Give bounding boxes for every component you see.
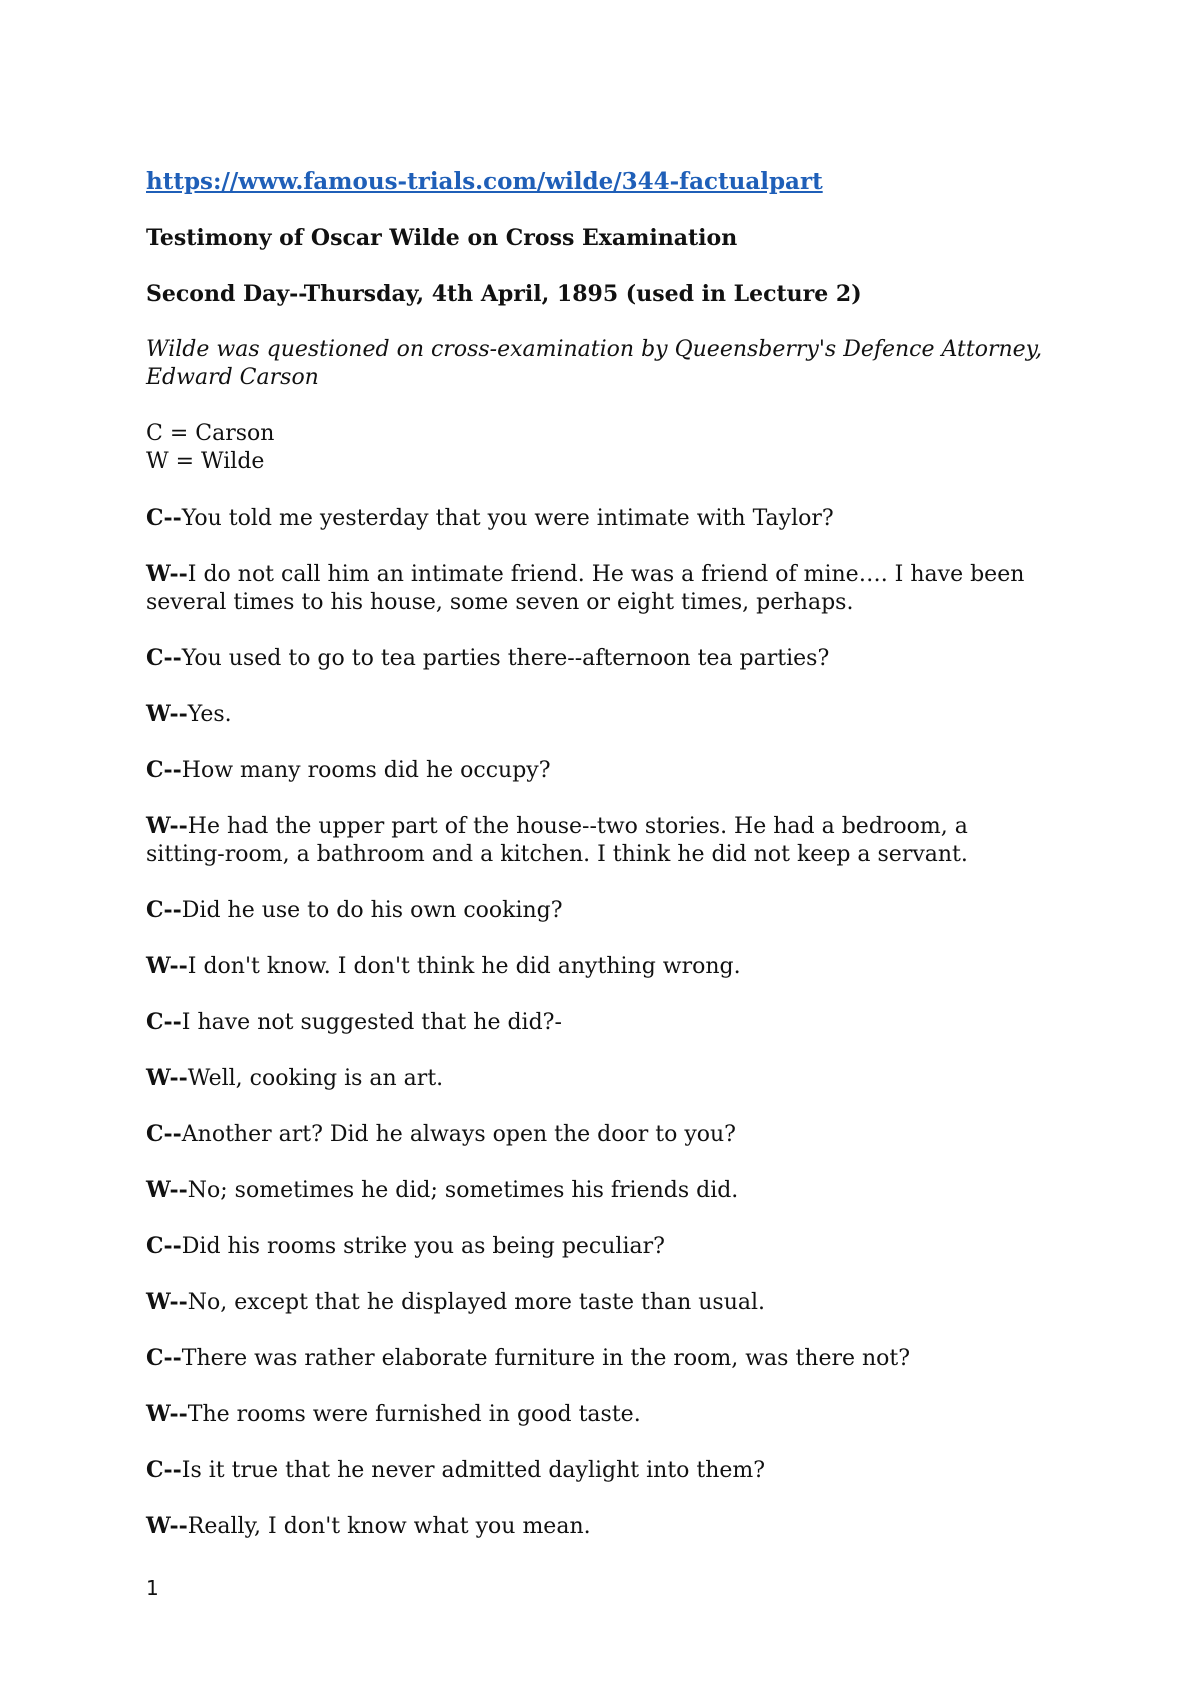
exchange-line (146, 1288, 1046, 1317)
exchange-text: I have not suggested that he did?- (181, 1010, 562, 1035)
speaker-tag: W-- (146, 1401, 188, 1427)
exchange-text: Another art? Did he always open the door to you? (181, 1122, 736, 1147)
speaker-tag: W-- (146, 1289, 188, 1315)
speaker-tag: W-- (146, 953, 188, 979)
exchange-text: Well, cooking is an art. (187, 1066, 444, 1091)
exchange-line (146, 756, 1046, 785)
exchange-line (146, 700, 1046, 729)
exchange-text: No; sometimes he did; sometimes his friends did. (187, 1178, 739, 1203)
exchange-text: You used to go to tea parties there--afternoon tea parties? (181, 646, 830, 671)
speaker-legend (146, 420, 1046, 476)
speaker-tag: C-- (146, 897, 182, 923)
exchange-line (146, 504, 1046, 533)
exchange-text: There was rather elaborate furniture in the room, was there not? (181, 1346, 911, 1371)
exchange-line (146, 1344, 1046, 1373)
speaker-tag: W-- (146, 701, 188, 727)
exchange-line (146, 1456, 1046, 1485)
exchange-line (146, 1008, 1046, 1037)
speaker-tag: W-- (146, 1177, 188, 1203)
speaker-tag: C-- (146, 757, 182, 783)
speaker-tag: C-- (146, 1009, 182, 1035)
exchange-line (146, 1120, 1046, 1149)
speaker-tag: W-- (146, 561, 188, 587)
exchange-text: The rooms were furnished in good taste. (187, 1402, 641, 1427)
exchange-line (146, 560, 1046, 617)
speaker-tag: W-- (146, 1065, 188, 1091)
speaker-tag: C-- (146, 1457, 182, 1483)
exchange-text: No, except that he displayed more taste than usual. (187, 1290, 766, 1315)
exchange-line (146, 1400, 1046, 1429)
speaker-tag: W-- (146, 1513, 188, 1539)
speaker-tag: C-- (146, 1121, 182, 1147)
exchange-line (146, 1176, 1046, 1205)
transcript (146, 504, 1046, 1541)
exchange-text: Yes. (187, 702, 232, 727)
legend-carson: C = Carson (146, 421, 275, 446)
exchange-line (146, 896, 1046, 925)
exchange-line (146, 1232, 1046, 1261)
page-number: 1 (146, 1576, 159, 1600)
document-subtitle: Second Day--Thursday, 4th April, 1895 (used in Lecture 2) (146, 281, 862, 307)
speaker-tag: C-- (146, 1345, 182, 1371)
legend-wilde: W = Wilde (146, 449, 265, 474)
exchange-line (146, 644, 1046, 673)
intro-paragraph: Wilde was questioned on cross-examination by Queensberry's Defence Attorney, Edward Carson (146, 337, 1043, 390)
speaker-tag: C-- (146, 645, 182, 671)
exchange-text: You told me yesterday that you were intimate with Taylor? (181, 506, 834, 531)
speaker-tag: C-- (146, 505, 182, 531)
exchange-line (146, 1064, 1046, 1093)
exchange-line (146, 952, 1046, 981)
document-body (146, 168, 1046, 1568)
speaker-tag: C-- (146, 1233, 182, 1259)
speaker-tag: W-- (146, 813, 188, 839)
exchange-text: Is it true that he never admitted daylight into them? (181, 1458, 766, 1483)
exchange-text: Did his rooms strike you as being peculiar? (181, 1234, 665, 1259)
exchange-text: Did he use to do his own cooking? (181, 898, 563, 923)
exchange-text: He had the upper part of the house--two stories. He had a bedroom, a sitting-room, a bathroom and a kitchen. I think he did not keep a servant. (146, 814, 968, 867)
document-title: Testimony of Oscar Wilde on Cross Examination (146, 225, 738, 251)
source-link[interactable]: https://www.famous-trials.com/wilde/344-factualpart (146, 168, 823, 195)
exchange-line (146, 812, 1046, 869)
exchange-text: I do not call him an intimate friend. He was a friend of mine…. I have been several times to his house, some seven or eight times, perhaps. (146, 562, 1025, 615)
exchange-text: How many rooms did he occupy? (181, 758, 551, 783)
exchange-line (146, 1512, 1046, 1541)
exchange-text: I don't know. I don't think he did anything wrong. (187, 954, 741, 979)
exchange-text: Really, I don't know what you mean. (187, 1514, 591, 1539)
